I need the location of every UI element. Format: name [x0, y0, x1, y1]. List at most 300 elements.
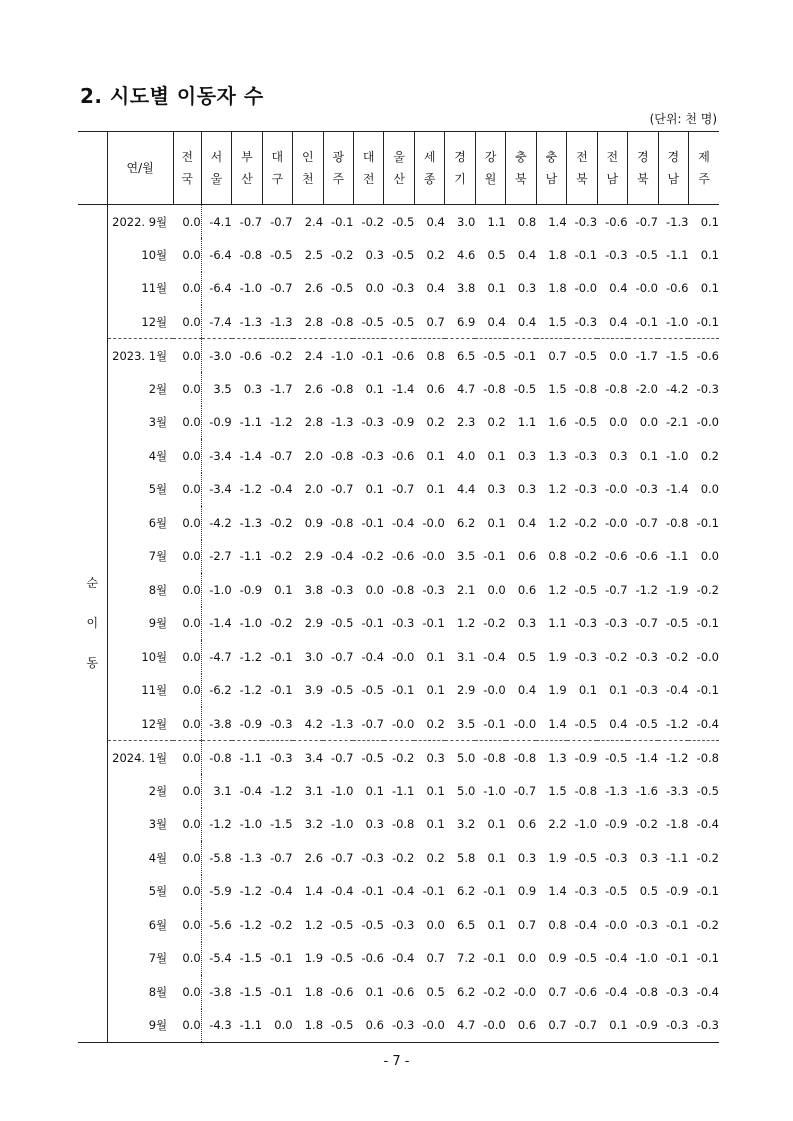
table-cell: 0.2 [487, 415, 506, 430]
table-cell: 0.3 [517, 850, 537, 865]
table-cell: -0.1 [270, 984, 293, 999]
table-cell: -0.5 [331, 281, 354, 296]
table-cell: -0.5 [567, 339, 597, 373]
table-cell: 0.7 [536, 339, 566, 373]
table-cell: 0.2 [426, 850, 445, 865]
table-cell: 0.2 [426, 716, 445, 731]
table-cell: -1.3 [331, 716, 354, 731]
table-cell: -0.0 [391, 716, 415, 731]
table-cell: -0.1 [361, 616, 384, 631]
table-row [78, 339, 719, 373]
table-cell: -1.0 [331, 817, 354, 832]
table-cell: -0.1 [696, 616, 719, 631]
row-period: 2월 [107, 774, 173, 808]
table-cell: -1.3 [666, 214, 689, 229]
table-cell: 0.1 [639, 448, 659, 463]
table-cell: -0.2 [696, 582, 719, 597]
table-cell: 0.0 [597, 339, 627, 373]
row-period: 9월 [107, 1009, 173, 1043]
table-cell: -0.0 [422, 515, 445, 530]
table-cell: -3.3 [666, 783, 689, 798]
header-region-char: 경 [667, 150, 680, 164]
table-cell: 2.9 [304, 549, 324, 564]
table-cell: 0.0 [173, 238, 201, 272]
table-cell: -0.3 [635, 917, 659, 932]
header-region [506, 132, 536, 205]
table-cell: -0.9 [239, 716, 263, 731]
table-cell: -0.4 [574, 917, 598, 932]
table-cell: 0.7 [548, 984, 567, 999]
table-cell: 0.4 [517, 683, 537, 698]
table-cell: 0.1 [487, 515, 506, 530]
table-cell: -0.8 [605, 381, 628, 396]
table-cell: -0.0 [513, 984, 537, 999]
table-cell: 1.9 [548, 850, 567, 865]
row-period: 2023. 1월 [107, 339, 173, 373]
table-cell: -1.2 [239, 683, 263, 698]
table-cell: -0.3 [666, 984, 689, 999]
header-region-char: 전 [576, 150, 588, 164]
table-cell: 0.0 [173, 205, 201, 239]
table-cell: -3.8 [209, 984, 232, 999]
header-region-char: 전 [606, 150, 619, 164]
table-cell: -1.2 [270, 415, 293, 430]
table-cell: -0.8 [574, 783, 598, 798]
table-cell: 1.3 [536, 741, 566, 775]
table-cell: 0.1 [426, 683, 445, 698]
table-cell: -0.6 [688, 339, 719, 373]
table-cell: -0.6 [666, 281, 689, 296]
header-region-char: 경 [636, 150, 649, 164]
table-cell: -0.0 [513, 716, 537, 731]
table-cell: -0.8 [483, 381, 506, 396]
table-cell: -0.3 [605, 616, 628, 631]
table-cell: 0.1 [274, 582, 293, 597]
table-cell: -0.1 [361, 515, 384, 530]
table-cell: 0.3 [365, 247, 384, 262]
table-cell: -0.3 [391, 917, 415, 932]
table-row [78, 473, 719, 507]
table-cell: -1.0 [635, 951, 659, 966]
table-cell: 0.0 [609, 415, 628, 430]
table-cell: -0.2 [391, 850, 415, 865]
table-cell: 0.0 [173, 875, 201, 909]
table-cell: -0.4 [331, 884, 354, 899]
row-period: 12월 [107, 305, 173, 339]
table-cell: 0.4 [426, 281, 445, 296]
table-cell: -1.4 [239, 448, 263, 463]
header-region-char: 제 [698, 150, 710, 164]
table-cell: -0.1 [696, 683, 719, 698]
table-cell: -1.2 [658, 741, 688, 775]
table-cell: 3.4 [293, 741, 323, 775]
table-cell: -4.2 [666, 381, 689, 396]
table-cell: -0.4 [391, 515, 415, 530]
table-cell: 0.6 [506, 1009, 536, 1043]
table-cell: 0.9 [304, 515, 324, 530]
table-cell: 0.0 [173, 774, 201, 808]
table-cell: 0.1 [487, 817, 506, 832]
table-cell: 3.5 [457, 716, 476, 731]
table-cell: 0.0 [173, 674, 201, 708]
table-row [78, 573, 719, 607]
table-cell: 2.9 [457, 683, 476, 698]
migration-table [78, 131, 719, 1043]
header-region [445, 132, 475, 205]
row-period: 5월 [107, 875, 173, 909]
table-cell: -1.2 [239, 482, 263, 497]
table-cell: -0.1 [483, 716, 506, 731]
table-cell: -0.4 [391, 884, 415, 899]
table-cell: -0.7 [331, 482, 354, 497]
table-cell: 4.7 [457, 381, 476, 396]
table-cell: -4.1 [209, 214, 232, 229]
table-cell: -0.4 [605, 951, 628, 966]
table-cell: 0.6 [517, 582, 537, 597]
table-cell: -0.4 [391, 951, 415, 966]
header-region [597, 132, 627, 205]
table-cell: 1.4 [548, 214, 567, 229]
table-cell: -1.0 [239, 616, 263, 631]
table-cell: -1.5 [239, 984, 263, 999]
table-cell: -0.1 [422, 884, 445, 899]
table-cell: 0.0 [173, 372, 201, 406]
row-period: 5월 [107, 473, 173, 507]
table-cell: 0.2 [700, 448, 719, 463]
header-region [353, 132, 383, 205]
table-row [78, 506, 719, 540]
table-cell: 6.2 [457, 984, 476, 999]
header-region-char: 전 [362, 172, 375, 186]
table-cell: 3.1 [213, 783, 232, 798]
table-cell: -1.7 [628, 339, 658, 373]
table-cell: -1.0 [483, 783, 506, 798]
table-cell: 0.1 [578, 683, 598, 698]
table-cell: -0.3 [688, 1009, 719, 1043]
table-cell: -0.0 [696, 415, 719, 430]
table-cell: 0.1 [365, 482, 384, 497]
table-cell: -0.8 [635, 984, 659, 999]
table-cell: -1.9 [666, 582, 689, 597]
table-cell: 4.4 [457, 482, 476, 497]
table-cell: 0.5 [487, 247, 506, 262]
table-cell: 0.7 [517, 917, 537, 932]
header-blank-cell [78, 132, 107, 205]
table-cell: -0.1 [483, 951, 506, 966]
table-cell: -0.3 [574, 314, 598, 329]
table-cell: -0.1 [270, 683, 293, 698]
table-cell: 0.3 [609, 448, 628, 463]
table-cell: -1.2 [270, 783, 293, 798]
group-label-char: 순 [86, 576, 99, 591]
table-cell: 0.3 [517, 482, 537, 497]
table-header [78, 132, 719, 205]
header-region-char: 경 [454, 150, 466, 164]
table-cell: 3.5 [457, 549, 476, 564]
table-cell: -0.1 [666, 917, 689, 932]
table-cell: 2.2 [548, 817, 567, 832]
table-cell: -0.8 [331, 448, 354, 463]
table-cell: 1.1 [487, 214, 506, 229]
table-cell: -1.0 [666, 314, 689, 329]
table-cell: 0.0 [173, 841, 201, 875]
table-cell: 0.0 [173, 473, 201, 507]
table-cell: -1.0 [666, 448, 689, 463]
table-cell: -0.5 [574, 850, 598, 865]
table-cell: -0.0 [635, 281, 659, 296]
table-cell: -0.7 [513, 783, 537, 798]
table-cell: -0.2 [483, 616, 506, 631]
table-cell: -0.1 [361, 884, 384, 899]
row-period: 10월 [107, 238, 173, 272]
table-cell: -6.4 [209, 247, 232, 262]
table-cell: -0.1 [331, 214, 354, 229]
table-cell: -0.1 [353, 339, 383, 373]
row-period: 8월 [107, 975, 173, 1009]
header-region-char: 주 [332, 172, 345, 186]
table-cell: -3.0 [201, 339, 231, 373]
table-cell: 0.0 [173, 975, 201, 1009]
table-cell: -0.6 [391, 549, 415, 564]
table-body [78, 205, 719, 1043]
table-cell: 0.4 [517, 314, 537, 329]
table-cell: -0.4 [605, 984, 628, 999]
row-period: 6월 [107, 506, 173, 540]
table-cell: -0.4 [483, 649, 506, 664]
table-cell: -1.2 [239, 917, 263, 932]
table-cell: 1.5 [548, 381, 567, 396]
table-cell: 0.8 [548, 549, 567, 564]
table-cell: -1.1 [666, 850, 689, 865]
table-cell: -0.7 [270, 281, 293, 296]
table-cell: -1.2 [209, 817, 232, 832]
table-cell: -0.6 [232, 339, 262, 373]
table-cell: 0.7 [536, 1009, 566, 1043]
group-label [78, 205, 107, 1043]
table-cell: -2.7 [209, 549, 232, 564]
table-cell: -0.7 [635, 214, 659, 229]
table-cell: -1.0 [574, 817, 598, 832]
table-cell: -0.0 [605, 482, 628, 497]
section-title: 2. 시도별 이동자 수 [80, 84, 264, 108]
table-cell: -6.4 [209, 281, 232, 296]
table-cell: -0.0 [422, 549, 445, 564]
table-cell: -0.7 [567, 1009, 597, 1043]
table-cell: 0.3 [365, 817, 384, 832]
table-cell: -1.5 [239, 951, 263, 966]
table-cell: 3.1 [304, 783, 324, 798]
table-cell: -0.5 [391, 214, 415, 229]
table-row [78, 841, 719, 875]
table-cell: -0.5 [574, 951, 598, 966]
table-cell: 0.8 [517, 214, 537, 229]
table-cell: 4.6 [457, 247, 476, 262]
table-cell: -0.8 [391, 817, 415, 832]
unit-note: (단위: 천 명) [649, 112, 717, 126]
table-cell: 2.5 [304, 247, 324, 262]
table-cell: -0.3 [422, 582, 445, 597]
table-cell: 2.1 [457, 582, 476, 597]
group-label-char: 이 [86, 616, 99, 631]
table-cell: -0.6 [605, 549, 628, 564]
table-cell: 5.0 [457, 783, 476, 798]
table-cell: 7.2 [457, 951, 476, 966]
table-cell: 1.9 [548, 649, 567, 664]
table-cell: -0.3 [361, 415, 384, 430]
table-cell: -0.5 [391, 247, 415, 262]
row-period: 6월 [107, 908, 173, 942]
table-cell: -0.3 [574, 214, 598, 229]
table-cell: -0.1 [422, 616, 445, 631]
row-period: 7월 [107, 942, 173, 976]
table-cell: 0.1 [487, 917, 506, 932]
table-cell: -0.8 [391, 582, 415, 597]
table-cell: -0.2 [270, 616, 293, 631]
table-cell: -0.9 [391, 415, 415, 430]
table-cell: -5.9 [209, 884, 232, 899]
table-cell: -0.1 [666, 951, 689, 966]
table-cell: -0.7 [331, 850, 354, 865]
table-cell: 0.4 [609, 314, 628, 329]
table-cell: 1.2 [548, 482, 567, 497]
header-period: 연/월 [107, 132, 173, 205]
table-cell: -0.4 [239, 783, 263, 798]
table-cell: -5.8 [209, 850, 232, 865]
header-region [232, 132, 262, 205]
header-region [567, 132, 597, 205]
table-cell: 1.8 [293, 1009, 323, 1043]
table-cell: -0.3 [270, 716, 293, 731]
table-cell: 0.7 [426, 951, 445, 966]
table-cell: -0.5 [353, 741, 383, 775]
table-cell: 0.1 [700, 281, 719, 296]
table-cell: 2.0 [304, 482, 324, 497]
table-row [78, 774, 719, 808]
table-cell: 4.0 [457, 448, 476, 463]
table-cell: -1.1 [232, 741, 262, 775]
header-region-char: 북 [576, 172, 588, 186]
table-row [78, 439, 719, 473]
table-cell: -0.7 [635, 515, 659, 530]
table-cell: 0.1 [426, 448, 445, 463]
row-period: 3월 [107, 808, 173, 842]
table-cell: 0.8 [414, 339, 444, 373]
table-cell: -4.2 [209, 515, 232, 530]
row-period: 4월 [107, 439, 173, 473]
header-region [628, 132, 658, 205]
table-cell: 4.2 [304, 716, 324, 731]
table-cell: -0.3 [574, 649, 598, 664]
group-label-char: 동 [86, 656, 99, 671]
table-cell: 0.0 [173, 640, 201, 674]
table-cell: -0.5 [605, 884, 628, 899]
table-cell: 0.0 [173, 607, 201, 641]
table-cell: -0.4 [361, 649, 384, 664]
table-cell: 0.6 [517, 817, 537, 832]
table-cell: 0.0 [487, 582, 506, 597]
table-cell: -0.1 [391, 683, 415, 698]
table-cell: 0.2 [426, 247, 445, 262]
table-cell: 0.0 [173, 506, 201, 540]
table-cell: -0.3 [658, 1009, 688, 1043]
row-period: 2024. 1월 [107, 741, 173, 775]
table-cell: -0.8 [475, 741, 505, 775]
table-row [78, 272, 719, 306]
header-region [384, 132, 414, 205]
header-region-char: 광 [332, 150, 345, 164]
table-cell: -1.4 [666, 482, 689, 497]
table-cell: 0.0 [173, 406, 201, 440]
header-region [414, 132, 444, 205]
table-cell: 1.4 [304, 884, 324, 899]
header-region-char: 부 [241, 150, 253, 164]
table-cell: -0.2 [666, 649, 689, 664]
table-cell: -0.2 [574, 549, 598, 564]
table-cell: -0.3 [574, 482, 598, 497]
table-cell: -0.5 [574, 582, 598, 597]
table-cell: 5.8 [457, 850, 476, 865]
table-cell: 0.1 [700, 247, 719, 262]
table-cell: 2.6 [304, 281, 324, 296]
table-cell: 0.4 [517, 247, 537, 262]
table-cell: 0.0 [173, 942, 201, 976]
header-region-char: 국 [181, 172, 193, 186]
table-cell: 4.7 [445, 1009, 475, 1043]
table-cell: -0.5 [574, 415, 598, 430]
table-cell: -0.3 [574, 884, 598, 899]
table-cell: -0.8 [666, 515, 689, 530]
table-cell: -0.0 [605, 515, 628, 530]
table-cell: 1.1 [548, 616, 567, 631]
table-cell: -0.3 [361, 850, 384, 865]
table-cell: 1.8 [304, 984, 324, 999]
table-cell: 0.1 [365, 783, 384, 798]
row-period: 4월 [107, 841, 173, 875]
table-cell: -1.3 [605, 783, 628, 798]
table-cell: -0.0 [696, 649, 719, 664]
table-cell: -0.5 [361, 683, 384, 698]
table-cell: 0.4 [426, 214, 445, 229]
row-period: 11월 [107, 674, 173, 708]
table-row [78, 674, 719, 708]
table-cell: 0.1 [426, 649, 445, 664]
table-cell: -0.5 [361, 314, 384, 329]
table-row [78, 975, 719, 1009]
table-cell: 6.2 [457, 884, 476, 899]
table-cell: 0.0 [173, 272, 201, 306]
table-cell: 0.0 [700, 549, 719, 564]
table-cell: -0.9 [605, 817, 628, 832]
table-cell: 1.1 [517, 415, 537, 430]
table-cell: 0.6 [517, 549, 537, 564]
table-row [78, 406, 719, 440]
table-cell: -1.5 [658, 339, 688, 373]
table-cell: -0.1 [270, 951, 293, 966]
table-cell: 0.0 [700, 482, 719, 497]
header-region-char: 기 [454, 172, 466, 186]
table-cell: -0.2 [361, 549, 384, 564]
table-cell: -0.7 [361, 716, 384, 731]
table-cell: -1.0 [239, 281, 263, 296]
header-region-char: 대 [271, 150, 284, 164]
table-cell: -0.0 [605, 917, 628, 932]
table-row [78, 238, 719, 272]
table-cell: -0.7 [270, 850, 293, 865]
table-cell: -0.3 [391, 281, 415, 296]
table-cell: -0.4 [270, 482, 293, 497]
table-cell: 2.6 [304, 381, 324, 396]
table-cell: 3.2 [457, 817, 476, 832]
